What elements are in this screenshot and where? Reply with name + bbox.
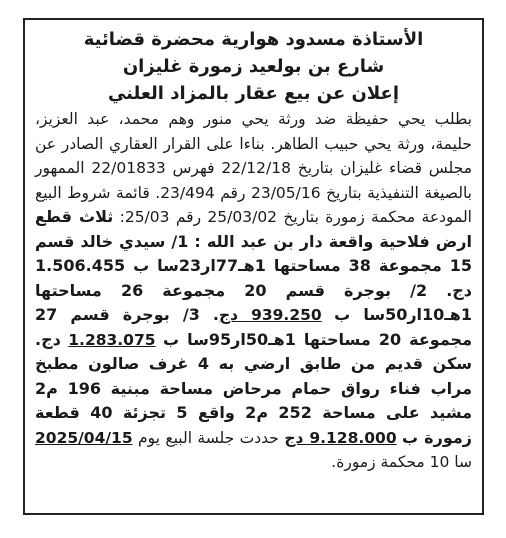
properties-description: ثلاث قطع ارض فلاحية واقعة دار بن عبد الله : 1/ سيدي خالد قسم 15 مجموعة 38 مساحتها 1هـ77ار23سا ب 1.506.455 دج. 2/ بوجرة قسم 20 مجموعة 26 مساحتها 1هـ10ار50سا ب (35, 207, 473, 324)
price-house: 9.128.000 دج (284, 428, 397, 447)
notice-body (35, 107, 472, 475)
sale-session-text: حددت جلسة البيع يوم (138, 428, 279, 447)
price-plot-3: 1.283.075 (68, 330, 156, 349)
bailiff-address: شارع بن بولعيد زمورة غليزان (122, 56, 385, 77)
house-description: دج. سكن قديم من طابق ارضي به 4 غرف صالون مطبخ مراب فناء رواق حمام مرحاض مساحة مبنية 196 م2 مشيد على مساحة 252 م2 واقع 5 تجزئة 40 قطعة زمورة ب (35, 329, 473, 447)
bailiff-name: الأستاذة مسدود هوارية محضرة قضائية (83, 29, 424, 50)
plot-3-description: . 3/ بوجرة قسم 27 مجموعة 20 مساحتها 1هـ50ار95سا ب (35, 305, 472, 349)
case-details: بطلب يحي حفيظة ضد ورثة يحي منور وهم محمد، عبد العزيز، حليمة، ورثة يحي حبيب الطاهر. بناءا على القرار العقاري الصادر عن مجلس قضاء غليزان بتاريخ 22/12/18 فهرس 22/01833 الممهور بالصيغة التنفيذية بتاريخ 23/05/16 رقم 23/494. قائمة شروط البيع المودعة محكمة زمورة بتاريخ 25/03/02 رقم 25/03: (35, 110, 472, 226)
sale-session-location: سا 10 محكمة زمورة. (331, 453, 472, 471)
price-plot-2: 939.250 دج (219, 306, 322, 324)
notice-header (35, 26, 472, 107)
legal-notice (25, 20, 482, 475)
notice-title: إعلان عن بيع عقار بالمزاد العلني (107, 83, 400, 104)
legal-notice-frame (23, 18, 484, 515)
sale-date: 2025/04/15 (35, 428, 133, 447)
